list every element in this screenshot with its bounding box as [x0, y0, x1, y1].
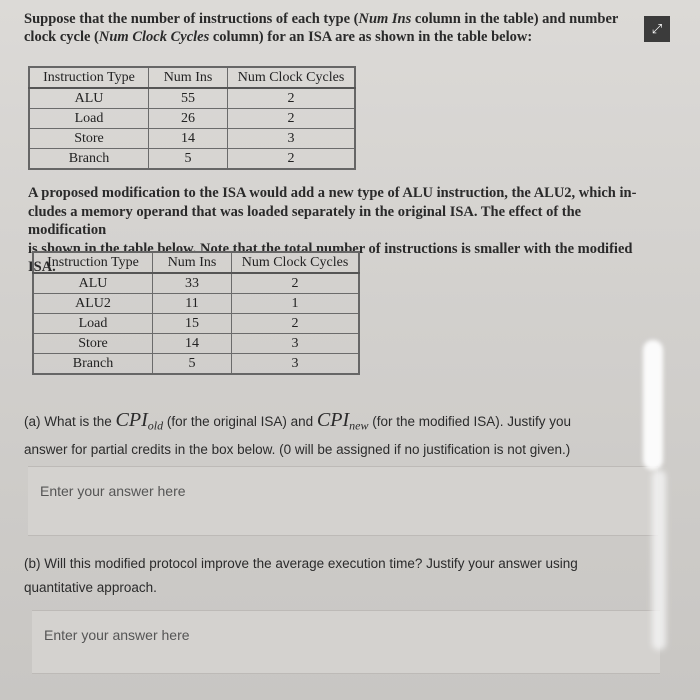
table-row	[29, 149, 355, 170]
cell-ins: 26	[149, 109, 228, 129]
question-a: (a) What is the $CPI_{old}$ (for the original ISA) and $CPI_{new}$ (for the modified ISA). Justify you answer for partial credits in the box below. (0 will be assigned if no justification is not given.)	[24, 409, 572, 457]
cell-ins: 5	[153, 354, 232, 375]
modified-isa-table	[32, 251, 360, 375]
table-row	[29, 88, 355, 109]
table-row	[33, 273, 359, 294]
cell-ins: 15	[153, 314, 232, 334]
answer-b-textbox[interactable]	[32, 610, 660, 674]
cell-clk: 2	[232, 314, 360, 334]
answer-a-placeholder: Enter your answer here	[40, 483, 186, 499]
cell-clk: 1	[232, 294, 360, 314]
cell-type: Branch	[33, 354, 153, 375]
cell-clk: 3	[232, 354, 360, 375]
header-num-clock-cycles: Num Clock Cycles	[232, 252, 360, 273]
question-b: (b) Will this modified protocol improve the average execution time? Justify your answer using quantitative approach.	[24, 556, 578, 595]
cell-ins: 55	[149, 88, 228, 109]
cell-ins: 33	[153, 273, 232, 294]
cell-type: Branch	[29, 149, 149, 170]
table-row	[33, 294, 359, 314]
answer-a-textbox[interactable]	[28, 466, 658, 536]
table-header-row	[29, 67, 355, 88]
cell-type: Store	[33, 334, 153, 354]
intro-text: Suppose that the number of instructions of each type (Num Ins column in the table) and number clock cycle (Num Clock Cycles column) for an ISA are as shown in the table below:	[24, 11, 619, 45]
table-row	[33, 334, 359, 354]
header-num-clock-cycles: Num Clock Cycles	[228, 67, 356, 88]
cell-clk: 2	[228, 149, 356, 170]
photo-glare	[652, 470, 666, 650]
cell-clk: 3	[228, 129, 356, 149]
cell-type: ALU2	[33, 294, 153, 314]
cell-clk: 2	[228, 88, 356, 109]
header-instruction-type: Instruction Type	[33, 252, 153, 273]
original-isa-table	[28, 66, 356, 170]
header-instruction-type: Instruction Type	[29, 67, 149, 88]
cell-type: Load	[33, 314, 153, 334]
cell-type: Store	[29, 129, 149, 149]
modification-text: A proposed modification to the ISA would add a new type of ALU instruction, the ALU2, which in- cludes a memory operand that was loaded separately in the original ISA. The effect of the modification is shown in the table below. Note that the total number of instructions is smaller with the modified ISA.	[28, 185, 637, 275]
answer-b-placeholder: Enter your answer here	[44, 627, 190, 643]
table-row	[33, 354, 359, 375]
header-num-ins: Num Ins	[153, 252, 232, 273]
photo-glare	[643, 340, 663, 470]
cell-ins: 14	[153, 334, 232, 354]
cell-type: Load	[29, 109, 149, 129]
table-row	[29, 109, 355, 129]
cell-type: ALU	[29, 88, 149, 109]
table-header-row	[33, 252, 359, 273]
table-row	[29, 129, 355, 149]
table-row	[33, 314, 359, 334]
cell-ins: 14	[149, 129, 228, 149]
cell-clk: 3	[232, 334, 360, 354]
cell-clk: 2	[232, 273, 360, 294]
cell-ins: 11	[153, 294, 232, 314]
cell-type: ALU	[33, 273, 153, 294]
header-num-ins: Num Ins	[149, 67, 228, 88]
expand-icon[interactable]: ⤢	[644, 16, 670, 42]
cell-clk: 2	[228, 109, 356, 129]
cell-ins: 5	[149, 149, 228, 170]
